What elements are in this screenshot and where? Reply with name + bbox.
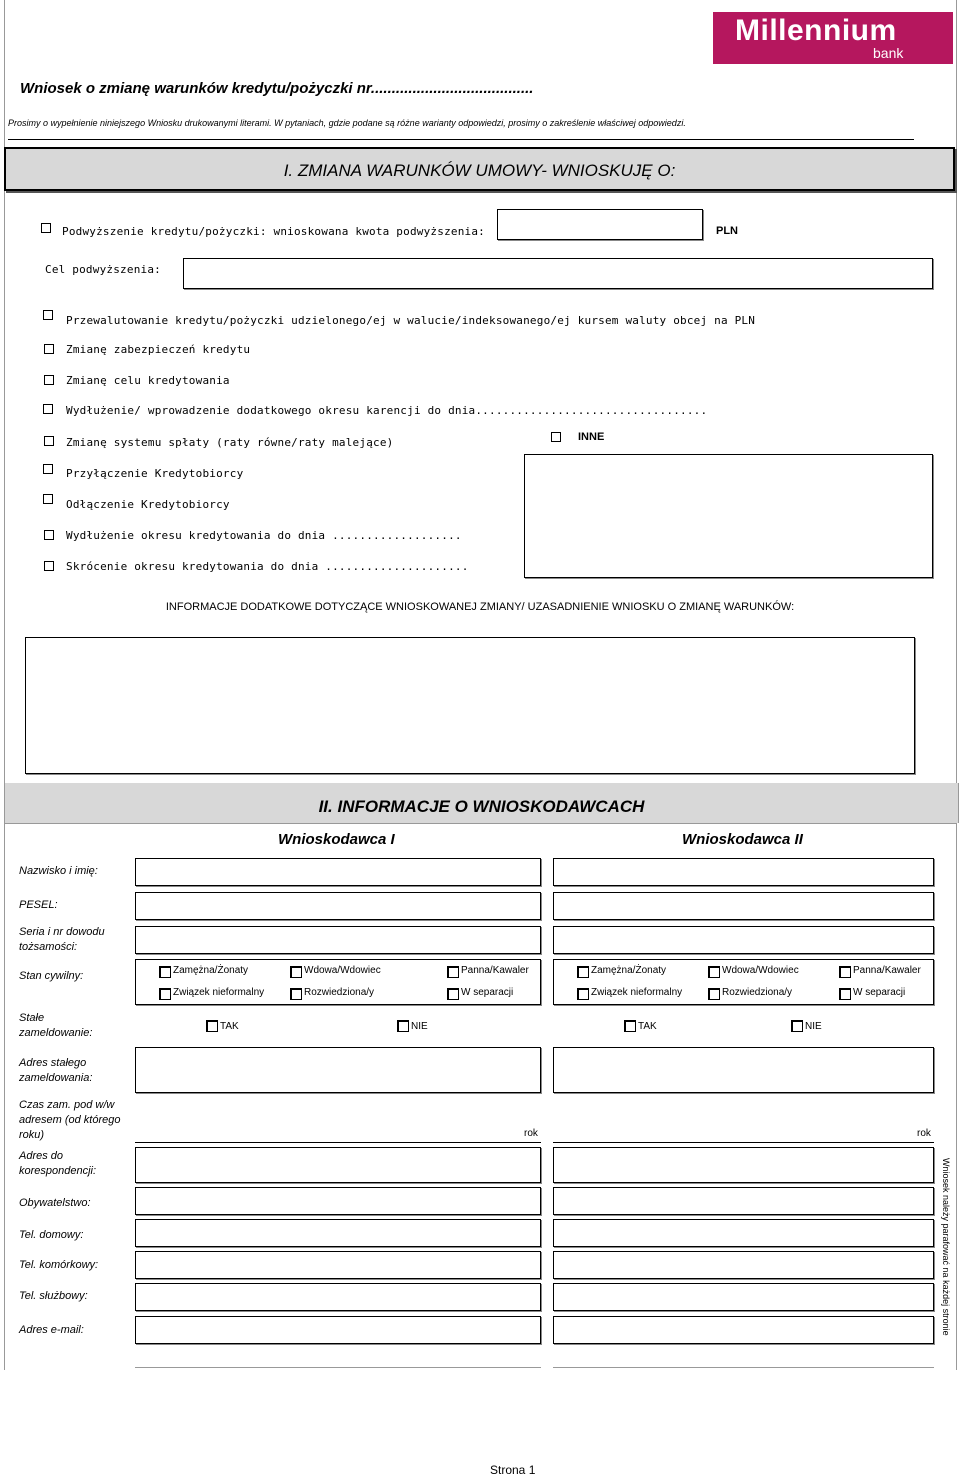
permanent-yes-1: TAK <box>220 1021 239 1032</box>
id-doc-label: Seria i nr dowodu tożsamości: <box>19 926 105 953</box>
marital-checkbox[interactable] <box>290 966 302 978</box>
other-input[interactable] <box>524 454 933 578</box>
year-label-2: rok <box>917 1128 931 1139</box>
section2-line <box>4 823 957 824</box>
additional-info-title: INFORMACJE DODATKOWE DOTYCZĄCE WNIOSKOWANEJ ZMIANY/ UZASADNIENIE WNIOSKU O ZMIANĘ WARUNKÓW: <box>165 601 795 613</box>
email-input-1[interactable] <box>135 1316 541 1344</box>
form-title: Wniosek o zmianę warunków kredytu/pożyczki nr....................................... <box>20 80 534 97</box>
citizenship-label: Obywatelstwo: <box>19 1197 91 1209</box>
marital-option: Zamężna/Żonaty <box>591 965 667 976</box>
option-label: Odłączenie Kredytobiorcy <box>66 498 230 511</box>
permanent-yes-2: TAK <box>638 1021 657 1032</box>
name-input-2[interactable] <box>553 858 934 886</box>
logo-sub: bank <box>873 45 904 61</box>
permanent-yes-checkbox-2[interactable] <box>624 1020 636 1032</box>
option-checkbox[interactable] <box>44 344 54 354</box>
section1-header <box>4 147 955 191</box>
permanent-label: Stałe zameldowanie: <box>19 1012 93 1039</box>
section2-title: II. INFORMACJE O WNIOSKODAWCACH <box>318 797 645 816</box>
citizenship-input-1[interactable] <box>135 1187 541 1215</box>
marital-checkbox[interactable] <box>447 988 459 1000</box>
logo-brand: Millennium <box>735 14 897 47</box>
corr-address-input-1[interactable] <box>135 1147 541 1183</box>
marital-checkbox[interactable] <box>159 988 171 1000</box>
option-label: Przewalutowanie kredytu/pożyczki udzielonego/ej w walucie/indeksowanego/ej kursem waluty obcej na PLN <box>66 314 756 327</box>
corr-address-label: Adres do korespondencji: <box>19 1150 97 1177</box>
email-label: Adres e-mail: <box>19 1324 84 1336</box>
tel-home-label: Tel. domowy: <box>19 1229 84 1241</box>
name-input-1[interactable] <box>135 858 541 886</box>
name-label: Nazwisko i imię: <box>19 865 98 877</box>
tel-work-input-2[interactable] <box>553 1283 934 1311</box>
marital-option: W separacji <box>461 987 514 998</box>
perm-address-label: Adres stałego zameldowania: <box>19 1057 93 1084</box>
applicant1-heading: Wnioskodawca I <box>278 831 395 848</box>
citizenship-input-2[interactable] <box>553 1187 934 1215</box>
page-number: Strona 1 <box>490 1463 536 1477</box>
pesel-label: PESEL: <box>19 899 58 911</box>
option-checkbox[interactable] <box>44 561 54 571</box>
purpose-label: Cel podwyższenia: <box>45 263 161 276</box>
marital-checkbox[interactable] <box>577 966 589 978</box>
corr-address-input-2[interactable] <box>553 1147 934 1183</box>
pesel-input-2[interactable] <box>553 892 934 920</box>
option-checkbox[interactable] <box>44 436 54 446</box>
pesel-input-1[interactable] <box>135 892 541 920</box>
option-label: Zmianę celu kredytowania <box>66 374 230 387</box>
option-label: Wydłużenie okresu kredytowania do dnia ................... <box>66 529 462 542</box>
marital-checkbox[interactable] <box>839 988 851 1000</box>
marital-label: Stan cywilny: <box>19 970 84 982</box>
marital-box-2 <box>553 959 934 1005</box>
form-instruction: Prosimy o wypełnienie niniejszego Wniosku drukowanymi literami. W pytaniach, gdzie podane są różne warianty odpowiedzi, prosimy o zakreślenie właściwej odpowiedzi. <box>8 118 686 128</box>
frame-right <box>956 0 957 1370</box>
option-checkbox[interactable] <box>43 464 53 474</box>
marital-checkbox[interactable] <box>447 966 459 978</box>
permanent-no-1: NIE <box>411 1021 428 1032</box>
marital-checkbox[interactable] <box>839 966 851 978</box>
id-doc-input-1[interactable] <box>135 926 541 954</box>
option-label: Skrócenie okresu kredytowania do dnia ..................... <box>66 560 469 573</box>
bottom-line-1 <box>135 1367 541 1368</box>
tel-home-input-2[interactable] <box>553 1219 934 1247</box>
marital-option: Rozwiedziona/y <box>722 987 793 998</box>
year-label-1: rok <box>524 1128 538 1139</box>
residence-time-input-2[interactable] <box>553 1107 934 1143</box>
option-checkbox[interactable] <box>44 530 54 540</box>
marital-option: Związek nieformalny <box>173 987 265 998</box>
permanent-no-checkbox-1[interactable] <box>397 1020 409 1032</box>
increase-label: Podwyższenie kredytu/pożyczki: wnioskowana kwota podwyższenia: <box>62 225 485 238</box>
marital-option: Rozwiedziona/y <box>304 987 375 998</box>
bank-logo <box>713 12 953 64</box>
tel-work-label: Tel. służbowy: <box>19 1290 88 1302</box>
purpose-input[interactable] <box>183 258 933 289</box>
tel-mobile-input-2[interactable] <box>553 1251 934 1279</box>
other-checkbox[interactable] <box>551 432 561 442</box>
perm-address-input-2[interactable] <box>553 1047 934 1093</box>
marital-option: Zamężna/Żonaty <box>173 965 249 976</box>
section1-title: I. ZMIANA WARUNKÓW UMOWY- WNIOSKUJĘ O: <box>283 161 676 180</box>
marital-checkbox[interactable] <box>708 988 720 1000</box>
increase-amount-input[interactable] <box>497 209 703 240</box>
residence-time-input-1[interactable] <box>135 1107 541 1143</box>
increase-checkbox[interactable] <box>41 223 51 233</box>
marital-option: Wdowa/Wdowiec <box>722 965 799 976</box>
permanent-yes-checkbox-1[interactable] <box>206 1020 218 1032</box>
marital-option: Wdowa/Wdowiec <box>304 965 381 976</box>
option-checkbox[interactable] <box>43 310 53 320</box>
marital-option: Panna/Kawaler <box>461 965 529 976</box>
option-checkbox[interactable] <box>44 375 54 385</box>
marital-checkbox[interactable] <box>159 966 171 978</box>
email-input-2[interactable] <box>553 1316 934 1344</box>
marital-checkbox[interactable] <box>708 966 720 978</box>
side-note: Wniosek należy parafować na każdej stronie <box>941 1158 951 1336</box>
other-label: INNE <box>578 431 605 443</box>
bottom-line-2 <box>553 1367 934 1368</box>
applicant2-heading: Wnioskodawca II <box>682 831 803 848</box>
option-checkbox[interactable] <box>43 404 53 414</box>
option-checkbox[interactable] <box>43 494 53 504</box>
residence-time-label: Czas zam. pod w/w adresem (od którego roku) <box>19 1099 121 1141</box>
currency-label: PLN <box>716 225 738 237</box>
additional-info-input[interactable] <box>25 637 915 774</box>
permanent-no-2: NIE <box>805 1021 822 1032</box>
section2-header <box>4 783 959 823</box>
tel-home-input-1[interactable] <box>135 1219 541 1247</box>
marital-option: Panna/Kawaler <box>853 965 921 976</box>
marital-option: W separacji <box>853 987 906 998</box>
tel-mobile-input-1[interactable] <box>135 1251 541 1279</box>
option-label: Zmianę systemu spłaty (raty równe/raty malejące) <box>66 436 394 449</box>
frame-left <box>4 0 5 1370</box>
tel-mobile-label: Tel. komórkowy: <box>19 1259 99 1271</box>
id-doc-input-2[interactable] <box>553 926 934 954</box>
marital-box-1 <box>135 959 541 1005</box>
marital-checkbox[interactable] <box>290 988 302 1000</box>
perm-address-input-1[interactable] <box>135 1047 541 1093</box>
marital-checkbox[interactable] <box>577 988 589 1000</box>
tel-work-input-1[interactable] <box>135 1283 541 1311</box>
option-label: Wydłużenie/ wprowadzenie dodatkowego okresu karencji do dnia.................................. <box>66 404 708 417</box>
option-label: Przyłączenie Kredytobiorcy <box>66 467 244 480</box>
divider <box>8 139 914 140</box>
option-label: Zmianę zabezpieczeń kredytu <box>66 343 251 356</box>
permanent-no-checkbox-2[interactable] <box>791 1020 803 1032</box>
marital-option: Związek nieformalny <box>591 987 683 998</box>
